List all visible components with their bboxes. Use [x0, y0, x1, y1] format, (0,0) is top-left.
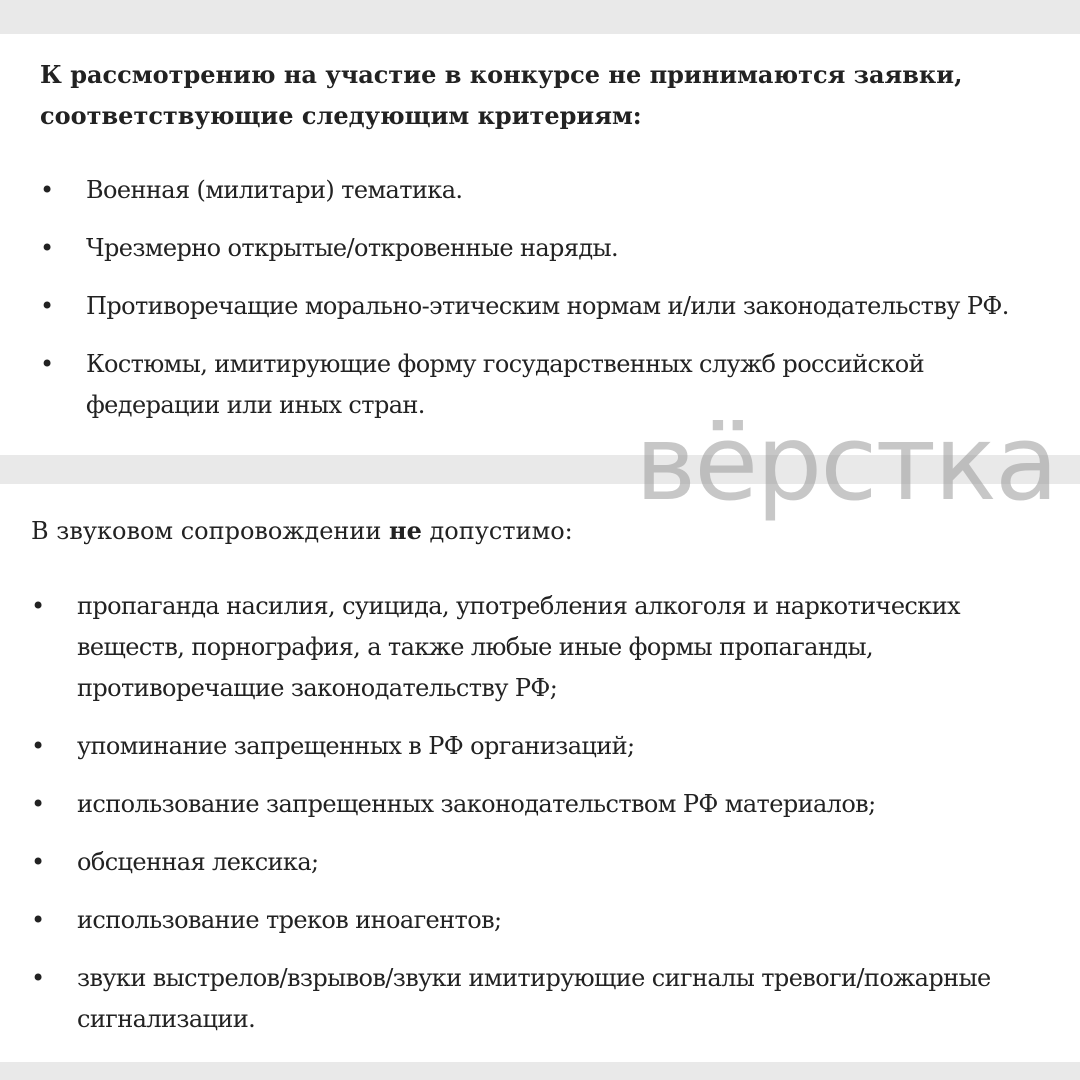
bullet-icon: •	[40, 350, 54, 378]
list-item-text: Военная (милитари) тематика.	[86, 176, 463, 204]
list-item-text: Противоречащие морально-этическим нормам и/или законодательству РФ.	[86, 292, 1009, 320]
bullet-icon: •	[31, 906, 45, 934]
list-item-text: использование треков иноагентов;	[77, 906, 502, 934]
bullet-icon: •	[40, 176, 54, 204]
list-item-text: Чрезмерно открытые/откровенные наряды.	[86, 234, 619, 262]
bullet-icon: •	[40, 234, 54, 262]
list-item-text: Костюмы, имитирующие форму государственных служб российской федерации или иных стран.	[86, 350, 924, 419]
intro-text-bold: не	[389, 516, 422, 545]
list-item	[40, 228, 1076, 269]
list-item	[31, 900, 1067, 941]
list-item	[31, 726, 1067, 767]
list-item-text: упоминание запрещенных в РФ организаций;	[77, 732, 635, 760]
list-item-text: обсценная лексика;	[77, 848, 319, 876]
section-1-heading: К рассмотрению на участие в конкурсе не принимаются заявки, соответствующие следующим критериям:	[40, 60, 963, 130]
section-2-list	[31, 586, 1067, 1057]
section-2-intro	[31, 510, 1031, 552]
list-item-text: звуки выстрелов/взрывов/звуки имитирующие сигналы тревоги/пожарные сигнализации.	[77, 964, 991, 1033]
list-item	[31, 958, 1067, 1040]
list-item	[40, 170, 1076, 211]
intro-text-end: допустимо:	[421, 517, 573, 545]
intro-text-start: В звуковом сопровождении	[31, 517, 390, 545]
list-item	[31, 784, 1067, 825]
bullet-icon: •	[31, 592, 45, 620]
list-item	[31, 586, 1017, 709]
list-item-text: использование запрещенных законодательством РФ материалов;	[77, 790, 876, 818]
bullet-icon: •	[31, 848, 45, 876]
list-item	[31, 842, 1067, 883]
bullet-icon: •	[31, 964, 45, 992]
bullet-icon: •	[31, 790, 45, 818]
watermark-logo: вёрстка	[635, 402, 1057, 524]
list-item	[40, 286, 1076, 327]
bullet-icon: •	[40, 292, 54, 320]
bullet-icon: •	[31, 732, 45, 760]
list-item-text: пропаганда насилия, суицида, употребления алкоголя и наркотических веществ, порнография, а также любые иные формы пропаганды, противоречащие законодательству РФ;	[77, 592, 960, 702]
